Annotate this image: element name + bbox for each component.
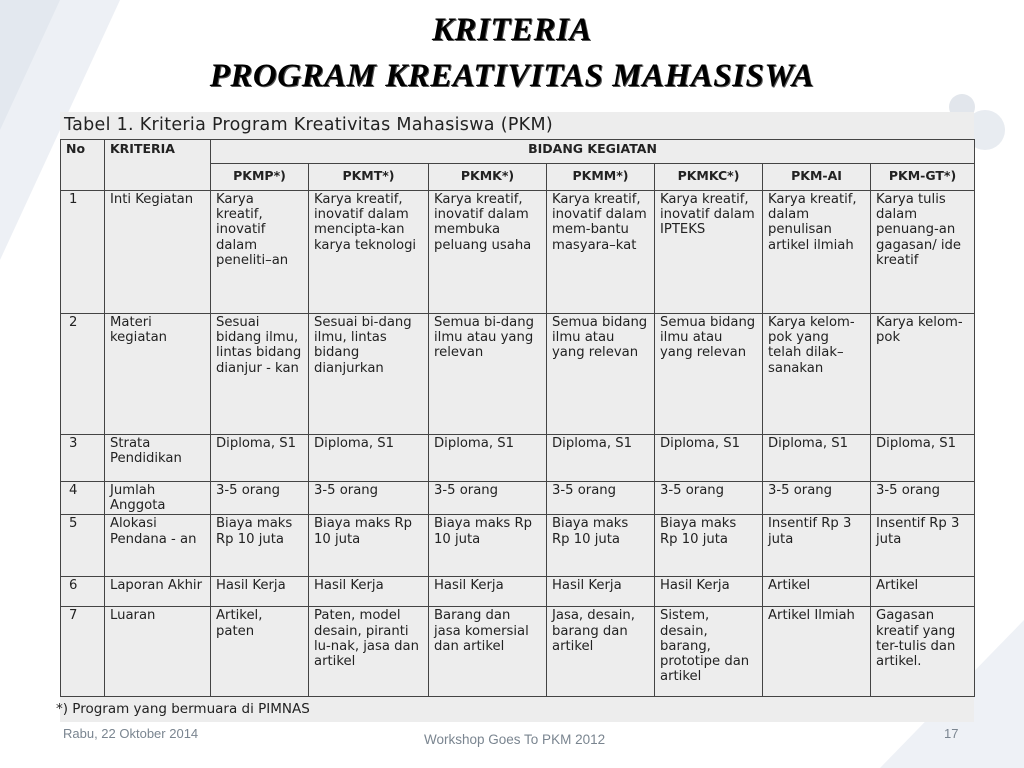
table-row [61,314,975,435]
column-header: PKMK*) [429,164,547,191]
table-cell: 3-5 orang [547,482,655,515]
row-kriteria: Strata Pendidikan [105,435,211,482]
table-cell: Barang dan jasa komersial dan artikel [429,607,547,697]
table-cell: Hasil Kerja [547,577,655,607]
table-cell: Karya kreatif, inovatif dalam peneliti–an [211,191,309,314]
column-header: PKMKC*) [655,164,763,191]
column-header: PKMM*) [547,164,655,191]
table-cell: Diploma, S1 [429,435,547,482]
table-footnote: *) Program yang bermuara di PIMNAS [56,701,310,717]
table-cell: Karya tulis dalam penuang-an gagasan/ ide kreatif [871,191,975,314]
table-cell: Karya kreatif, inovatif dalam membuka peluang usaha [429,191,547,314]
row-kriteria: Inti Kegiatan [105,191,211,314]
table-cell: Semua bidang ilmu atau yang relevan [547,314,655,435]
table-cell: 3-5 orang [763,482,871,515]
table-cell: Biaya maks Rp 10 juta [655,515,763,577]
table-cell: 3-5 orang [309,482,429,515]
row-kriteria: Jumlah Anggota [105,482,211,515]
table-cell: Paten, model desain, piranti lu-nak, jasa dan artikel [309,607,429,697]
header-no: No [61,140,105,191]
row-number: 6 [61,577,105,607]
header-bidang-kegiatan: BIDANG KEGIATAN [211,140,975,164]
slide-title-line2: PROGRAM KREATIVITAS MAHASISWA [209,58,815,94]
table-row [61,482,975,515]
table-cell: Hasil Kerja [429,577,547,607]
table-cell: Semua bi-dang ilmu atau yang relevan [429,314,547,435]
row-kriteria: Laporan Akhir [105,577,211,607]
table-cell: Karya kreatif, inovatif dalam mencipta-kan karya teknologi [309,191,429,314]
row-number: 7 [61,607,105,697]
table-cell: Jasa, desain, barang dan artikel [547,607,655,697]
table-cell: Diploma, S1 [211,435,309,482]
table-cell: Diploma, S1 [309,435,429,482]
table-row [61,191,975,314]
row-number: 1 [61,191,105,314]
table-cell: Artikel [871,577,975,607]
table-cell: Artikel, paten [211,607,309,697]
table-cell: 3-5 orang [211,482,309,515]
row-number: 4 [61,482,105,515]
table-cell: Biaya maks Rp 10 juta [309,515,429,577]
table-cell: Karya kreatif, inovatif dalam IPTEKS [655,191,763,314]
footer-event: Workshop Goes To PKM 2012 [424,732,606,747]
table-row [61,607,975,697]
table-cell: Sesuai bidang ilmu, lintas bidang dianjur - kan [211,314,309,435]
table-cell: Karya kreatif, inovatif dalam mem-bantu masyara–kat [547,191,655,314]
table-cell: Sesuai bi-dang ilmu, lintas bidang dianjurkan [309,314,429,435]
table-cell: Hasil Kerja [309,577,429,607]
table-row [61,435,975,482]
table-cell: Karya kreatif, dalam penulisan artikel ilmiah [763,191,871,314]
row-kriteria: Luaran [105,607,211,697]
table-cell: Diploma, S1 [763,435,871,482]
column-header: PKMT*) [309,164,429,191]
table-caption: Tabel 1. Kriteria Program Kreativitas Mahasiswa (PKM) [64,115,553,135]
table-cell: 3-5 orang [655,482,763,515]
row-number: 3 [61,435,105,482]
row-kriteria: Materi kegiatan [105,314,211,435]
row-number: 5 [61,515,105,577]
table-cell: Insentif Rp 3 juta [871,515,975,577]
header-kriteria: KRITERIA [105,140,211,191]
table-cell: Biaya maks Rp 10 juta [547,515,655,577]
table-cell: Diploma, S1 [871,435,975,482]
page-number: 17 [944,726,959,741]
table-cell: Artikel [763,577,871,607]
column-header: PKMP*) [211,164,309,191]
row-number: 2 [61,314,105,435]
table-cell: Biaya maks Rp 10 juta [429,515,547,577]
table-cell: Hasil Kerja [211,577,309,607]
table-cell: Gagasan kreatif yang ter-tulis dan artikel. [871,607,975,697]
table-cell: Karya kelom-pok yang telah dilak–sanakan [763,314,871,435]
row-kriteria: Alokasi Pendana - an [105,515,211,577]
table-cell: Insentif Rp 3 juta [763,515,871,577]
table-cell: Diploma, S1 [547,435,655,482]
table-cell: Karya kelom-pok [871,314,975,435]
table-row [61,577,975,607]
column-header: PKM-GT*) [871,164,975,191]
table-cell: 3-5 orang [429,482,547,515]
table-cell: Diploma, S1 [655,435,763,482]
table-cell: Biaya maks Rp 10 juta [211,515,309,577]
table-cell: Artikel Ilmiah [763,607,871,697]
slide-title-line1: KRITERIA [432,12,592,48]
criteria-table [60,139,975,697]
column-header: PKM-AI [763,164,871,191]
table-cell: 3-5 orang [871,482,975,515]
table-cell: Semua bidang ilmu atau yang relevan [655,314,763,435]
footer-date: Rabu, 22 Oktober 2014 [63,726,199,741]
table-cell: Sistem, desain, barang, prototipe dan artikel [655,607,763,697]
table-cell: Hasil Kerja [655,577,763,607]
table-row [61,515,975,577]
